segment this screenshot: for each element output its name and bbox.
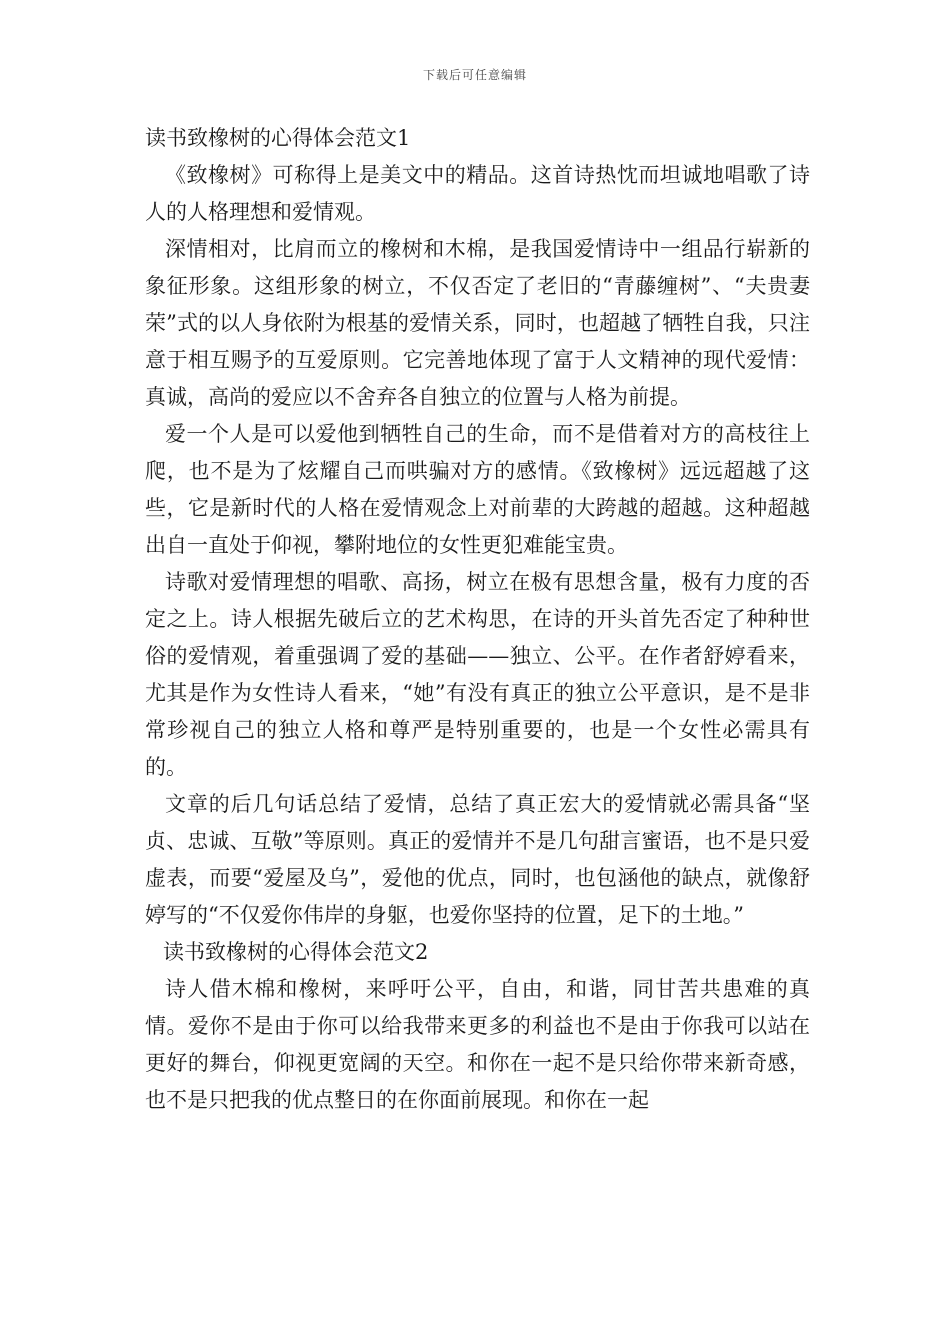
section-heading-2: 读书致橡树的心得体会范文2 (163, 940, 429, 964)
paragraph: 诗人借木棉和橡树，来呼吁公平，自由，和谐，同甘苦共患难的真情。爱你不是由于你可以给我带来更多的利益也不是由于你我可以站在更好的舞台，仰视更宽阔的天空。和你在一起不是只给你带来新奇感，也不是只把我的优点整日的在你面前展现。和你在一起 (145, 977, 810, 1112)
section-heading-1: 读书致橡树的心得体会范文1 (145, 126, 411, 150)
paragraph: 《致橡树》可称得上是美文中的精品。这首诗热忱而坦诚地唱歌了诗人的人格理想和爱情观。 (145, 163, 810, 224)
paragraph: 深情相对，比肩而立的橡树和木棉，是我国爱情诗中一组品行崭新的象征形象。这组形象的树立，不仅否定了老旧的“青藤缠树”、“夫贵妻荣”式的以人身依附为根基的爱情关系，同时，也超越了牺牲自我，只注意于相互赐予的互爱原则。它完善地体现了富于人文精神的现代爱情：真诚，高尚的爱应以不舍弃各自独立的位置与人格为前提。 (145, 237, 810, 409)
paragraph: 诗歌对爱情理想的唱歌、高扬，树立在极有思想含量，极有力度的否定之上。诗人根据先破后立的艺术构思，在诗的开头首先否定了种种世俗的爱情观，着重强调了爱的基础——独立、公平。在作者舒婷看来，尤其是作为女性诗人看来，“她”有没有真正的独立公平意识，是不是非常珍视自己的独立人格和尊严是特别重要的，也是一个女性必需具有的。 (145, 570, 810, 779)
paragraph: 文章的后几句话总结了爱情，总结了真正宏大的爱情就必需具备“坚贞、忠诚、互敬”等原则。真正的爱情并不是几句甜言蜜语，也不是只爱虚表，而要“爱屋及乌”，爱他的优点，同时，也包涵他的缺点，就像舒婷写的“不仅爱你伟岸的身躯，也爱你坚持的位置，足下的土地。” (145, 792, 810, 927)
paragraph: 爱一个人是可以爱他到牺牲自己的生命，而不是借着对方的高枝往上爬，也不是为了炫耀自己而哄骗对方的感情。《致橡树》远远超越了这些，它是新时代的人格在爱情观念上对前辈的大跨越的超越。这种超越出自一直处于仰视，攀附地位的女性更犯难能宝贵。 (145, 422, 810, 557)
header-note: 下载后可任意编辑 (422, 68, 527, 82)
document-body (145, 120, 810, 1119)
